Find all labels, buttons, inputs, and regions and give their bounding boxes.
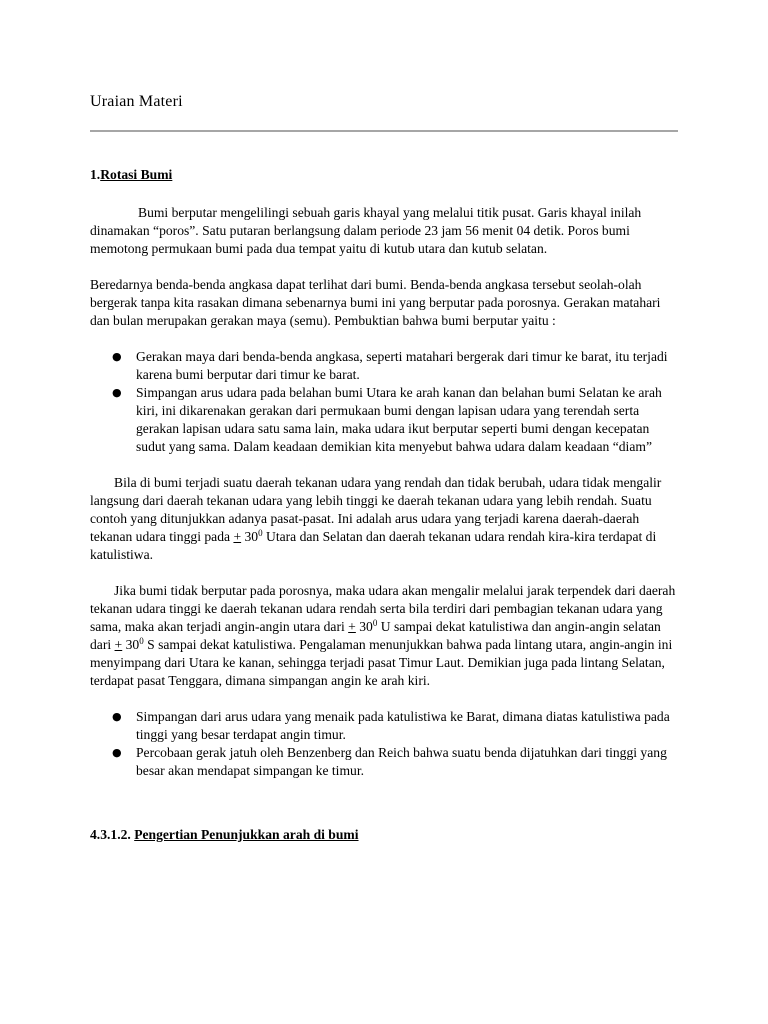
list-item bbox=[90, 384, 678, 456]
section-heading-pengertian bbox=[90, 826, 678, 844]
list-item-text: Simpangan arus udara pada belahan bumi Utara ke arah kanan dan belahan bumi Selatan ke arah kiri, ini dikarenakan gerakan dari permukaan bumi dengan lapisan udara yang terendah serta gerakan lapisan udara satu sama lain, maka udara ikut berputar seperti bumi dengan kecepatan sudut yang sama. Dalam keadaan demikian kita menyebut bahwa udara dalam keadaan “diam” bbox=[136, 385, 662, 454]
degree-value: 30 bbox=[122, 637, 140, 652]
bullet-icon: ● bbox=[112, 710, 122, 723]
bullet-icon: ● bbox=[112, 386, 122, 399]
paragraph-1: Bumi berputar mengelilingi sebuah garis khayal yang melalui titik pusat. Garis khayal inilah dinamakan “poros”. Satu putaran berlangsung dalam periode 23 jam 56 menit 04 detik. Poros bumi memotong permukaan bumi pada dua tempat yaitu di kutub utara dan kutub selatan. bbox=[90, 205, 642, 256]
paragraph-4-text-b: U sampai dekat katulistiwa dan angin-angin selatan dari bbox=[90, 619, 661, 652]
section-number: 1. bbox=[90, 167, 101, 182]
paragraph-3 bbox=[90, 474, 678, 564]
page-title: Uraian Materi bbox=[90, 93, 183, 110]
horizontal-rule bbox=[90, 130, 678, 132]
document-body bbox=[90, 166, 678, 844]
paragraph-4 bbox=[90, 582, 678, 690]
plus-minus-sign: + bbox=[114, 637, 123, 652]
plus-minus-sign: + bbox=[348, 619, 356, 634]
section-number: 4.3.1.2. bbox=[90, 827, 135, 842]
bullet-list-2 bbox=[90, 708, 678, 780]
list-item bbox=[90, 708, 678, 744]
degree-superscript: 0 bbox=[139, 636, 144, 646]
plus-minus-sign: + bbox=[233, 529, 242, 544]
section-heading-text: Rotasi Bumi bbox=[100, 167, 173, 182]
paragraph-3-text-a: Bila di bumi terjadi suatu daerah tekanan udara yang rendah dan tidak berubah, udara tidak mengalir langsung dari daerah tekanan udara yang lebih tinggi ke daerah tekanan udara yang lebih rendah. Suatu contoh yang ditunjukkan adanya pasat-pasat. Ini adalah arus udara yang terjadi karena daerah-daerah tekanan udara tinggi pada bbox=[90, 475, 662, 544]
degree-value: 30 bbox=[355, 619, 373, 634]
list-item bbox=[90, 348, 678, 384]
section-heading-text: Pengertian Penunjukkan arah di bumi bbox=[134, 827, 359, 842]
degree-value: 30 bbox=[241, 529, 259, 544]
bullet-icon: ● bbox=[112, 350, 122, 363]
list-item-text: Simpangan dari arus udara yang menaik pada katulistiwa ke Barat, dimana diatas katulistiwa pada tinggi yang besar terdapat angin timur. bbox=[136, 709, 670, 742]
paragraph-3-text-b: Utara dan Selatan dan daerah tekanan udara rendah kira-kira terdapat di katulistiwa. bbox=[90, 529, 657, 562]
paragraph-4-text-c: S sampai dekat katulistiwa. Pengalaman menunjukkan bahwa pada lintang utara, angin-angin ini menyimpang dari Utara ke kanan, sehingga terjadi pasat Timur Laut. Demikian juga pada lintang Selatan, terdapat pasat Tenggara, dimana simpangan angin ke arah kiri. bbox=[90, 637, 673, 688]
degree-superscript: 0 bbox=[258, 528, 263, 538]
degree-superscript: 0 bbox=[372, 618, 378, 628]
list-item bbox=[90, 744, 678, 780]
paragraph-4-text-a: Jika bumi tidak berputar pada porosnya, maka udara akan mengalir melalui jarak terpendek dari daerah tekanan udara tinggi ke daerah tekanan udara rendah serta bila terdiri dari pembagian tekanan udara yang sama, maka akan terjadi angin-angin utara dari bbox=[90, 583, 676, 634]
bullet-list-1 bbox=[90, 348, 678, 456]
paragraph-2: Beredarnya benda-benda angkasa dapat terlihat dari bumi. Benda-benda angkasa tersebut seolah-olah bergerak tanpa kita rasakan dimana sebenarnya bumi ini yang berputar pada porosnya. Gerakan matahari dan bulan merupakan gerakan maya (semu). Pembuktian bahwa bumi berputar yaitu : bbox=[90, 277, 661, 328]
section-heading-rotasi bbox=[90, 166, 678, 184]
bullet-icon: ● bbox=[112, 746, 122, 759]
list-item-text: Gerakan maya dari benda-benda angkasa, seperti matahari bergerak dari timur ke barat, itu terjadi karena bumi berputar dari timur ke barat. bbox=[136, 349, 668, 382]
list-item-text: Percobaan gerak jatuh oleh Benzenberg dan Reich bahwa suatu benda dijatuhkan dari tinggi yang besar akan mendapat simpangan ke timur. bbox=[136, 745, 667, 778]
